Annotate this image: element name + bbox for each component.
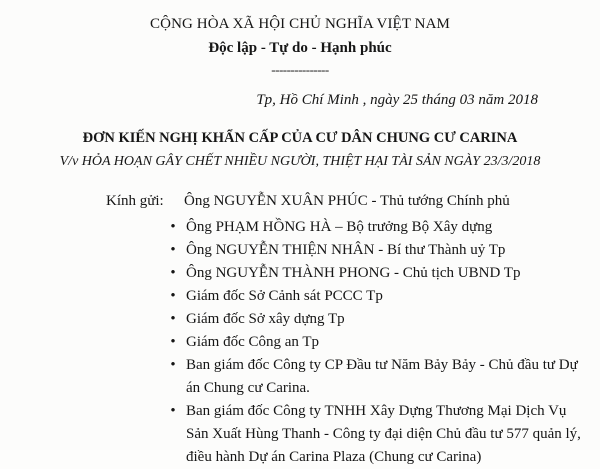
bullet-icon: • — [170, 357, 176, 373]
list-item — [164, 331, 584, 354]
recipient-text: Ông PHẠM HỒNG HÀ – Bộ trưởng Bộ Xây dựng — [186, 219, 493, 235]
bullet-icon: • — [170, 311, 176, 327]
bullet-icon: • — [170, 403, 176, 419]
list-item — [164, 354, 584, 400]
list-item — [164, 400, 584, 469]
list-item — [164, 308, 584, 331]
recipient-primary: Ông NGUYỄN XUÂN PHÚC - Thủ tướng Chính phủ — [184, 193, 510, 209]
document-title: ĐƠN KIẾN NGHỊ KHẨN CẤP CỦA CƯ DÂN CHUNG CƯ CARINA — [82, 130, 518, 146]
recipient-text: Ban giám đốc Công ty CP Đầu tư Năm Bảy Bảy - Chủ đầu tư Dự án Chung cư Carina. — [186, 357, 578, 396]
document-subject: V/v HỎA HOẠN GÂY CHẾT NHIỀU NGƯỜI, THIỆT HẠI TÀI SẢN NGÀY 23/3/2018 — [59, 154, 541, 169]
bullet-icon: • — [170, 242, 176, 258]
place-and-date: Tp, Hồ Chí Minh , ngày 25 tháng 03 năm 2018 — [256, 92, 538, 108]
list-item — [164, 285, 584, 308]
list-item — [164, 262, 584, 285]
list-item — [164, 239, 584, 262]
national-motto: Độc lập - Tự do - Hạnh phúc — [208, 40, 392, 56]
bullet-icon: • — [170, 265, 176, 281]
recipient-text: Giám đốc Công an Tp — [186, 334, 320, 350]
bullet-icon: • — [170, 288, 176, 304]
recipient-list — [164, 216, 584, 469]
recipient-text: Ban giám đốc Công ty TNHH Xây Dựng Thương Mại Dịch Vụ Sản Xuất Hùng Thanh - Công ty đại diện Chủ đầu tư 577 quản lý, điều hành Dự án Carina Plaza (Chung cư Carina) — [186, 403, 581, 465]
recipient-text: Giám đốc Sở Cảnh sát PCCC Tp — [186, 288, 383, 304]
header-divider: --------------- — [271, 62, 329, 77]
recipient-text: Ông NGUYỄN THIỆN NHÂN - Bí thư Thành uỷ Tp — [186, 242, 506, 258]
national-title: CỘNG HÒA XÃ HỘI CHỦ NGHĨA VIỆT NAM — [150, 16, 450, 32]
recipient-text: Giám đốc Sở xây dựng Tp — [186, 311, 345, 327]
bullet-icon: • — [170, 219, 176, 235]
recipient-text: Ông NGUYỄN THÀNH PHONG - Chủ tịch UBND Tp — [186, 265, 521, 281]
bullet-icon: • — [170, 334, 176, 350]
list-item — [164, 216, 584, 239]
salutation: Kính gửi: — [106, 193, 164, 209]
